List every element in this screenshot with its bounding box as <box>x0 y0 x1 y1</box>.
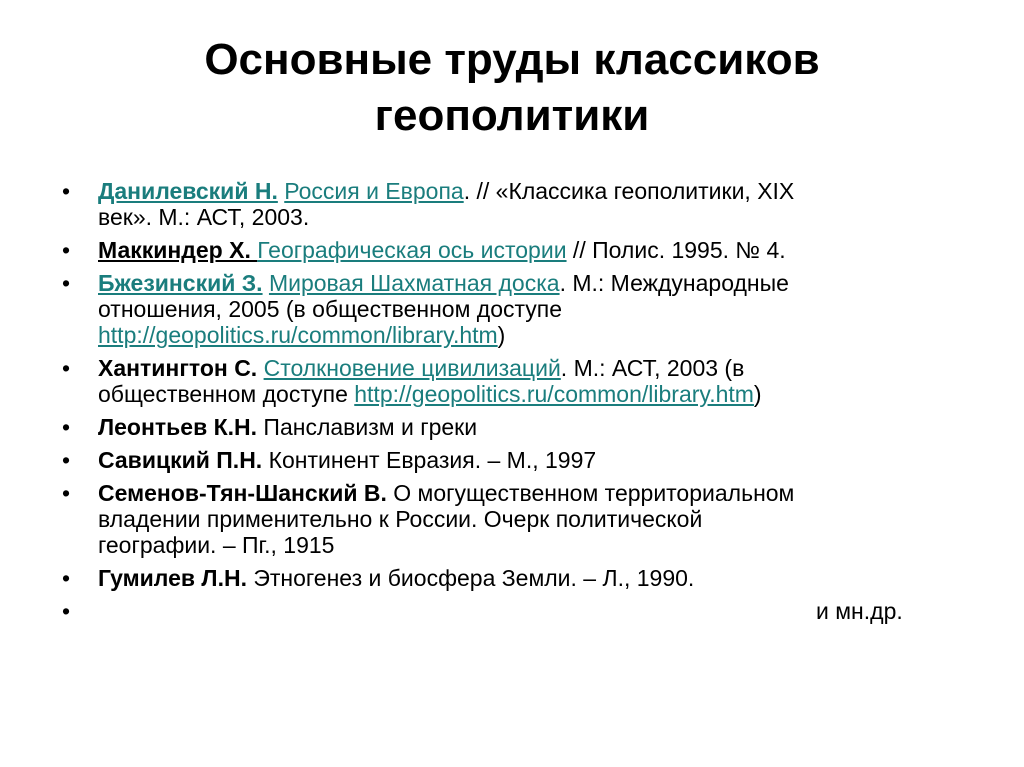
work-link[interactable]: Географическая ось истории <box>257 237 567 263</box>
author-name: Маккиндер Х. <box>98 237 258 263</box>
author-name: Семенов-Тян-Шанский В. <box>98 480 387 506</box>
ref-text: . // «Классика геополитики, XIX <box>463 178 795 204</box>
ref-text: Панславизм и греки <box>257 414 478 440</box>
list-item <box>56 270 986 348</box>
list-item <box>56 355 986 407</box>
title-line-2: геополитики <box>374 91 650 140</box>
bullet: • <box>62 237 71 263</box>
bullet: • <box>62 447 71 473</box>
author-name: Савицкий П.Н. <box>98 447 263 473</box>
list-item <box>56 480 986 558</box>
ref-text: О могущественном территориальном <box>386 480 795 506</box>
ref-text: и мн.др. <box>816 598 903 624</box>
author-name: Гумилев Л.Н. <box>98 565 247 591</box>
list-item <box>56 598 986 624</box>
bullet: • <box>62 355 71 381</box>
ref-text: . М.: АСТ, 2003 (в <box>560 355 745 381</box>
ref-text: Континент Евразия. – М., 1997 <box>262 447 597 473</box>
ref-text: отношения, 2005 (в общественном доступе <box>98 296 563 322</box>
ref-text: // Полис. 1995. № 4. <box>566 237 786 263</box>
ref-text: ) <box>497 322 506 348</box>
bullet: • <box>62 270 71 296</box>
title-line-1: Основные труды классиков <box>204 35 820 84</box>
work-link[interactable]: Россия и Европа <box>284 178 464 204</box>
author-name: Хантингтон С. <box>98 355 258 381</box>
author-name: Леонтьев К.Н. <box>98 414 258 440</box>
list-item <box>56 447 986 473</box>
reference-list <box>56 178 986 631</box>
bullet: • <box>62 178 71 204</box>
ref-text: . М.: Международные <box>559 270 789 296</box>
ref-text: географии. – Пг., 1915 <box>98 532 335 558</box>
slide-title <box>40 32 984 144</box>
list-item <box>56 414 986 440</box>
bullet: • <box>62 565 71 591</box>
bullet: • <box>62 480 71 506</box>
list-item <box>56 178 986 230</box>
ref-text: ) <box>753 381 762 407</box>
work-link[interactable]: Мировая Шахматная доска <box>268 270 560 296</box>
url-link[interactable]: http://geopolitics.ru/common/library.htm <box>98 322 498 348</box>
bullet: • <box>62 598 71 624</box>
url-link[interactable]: http://geopolitics.ru/common/library.htm <box>354 381 754 407</box>
bullet: • <box>62 414 71 440</box>
list-item <box>56 237 986 263</box>
author-link[interactable]: Бжезинский З. <box>98 270 263 296</box>
ref-text: общественном доступе <box>98 381 355 407</box>
list-item <box>56 565 986 591</box>
author-link[interactable]: Данилевский Н. <box>98 178 278 204</box>
ref-text: век». М.: АСТ, 2003. <box>98 204 310 230</box>
ref-text: владении применительно к России. Очерк политической <box>98 506 703 532</box>
work-link[interactable]: Столкновение цивилизаций <box>263 355 561 381</box>
ref-text: Этногенез и биосфера Земли. – Л., 1990. <box>246 565 695 591</box>
